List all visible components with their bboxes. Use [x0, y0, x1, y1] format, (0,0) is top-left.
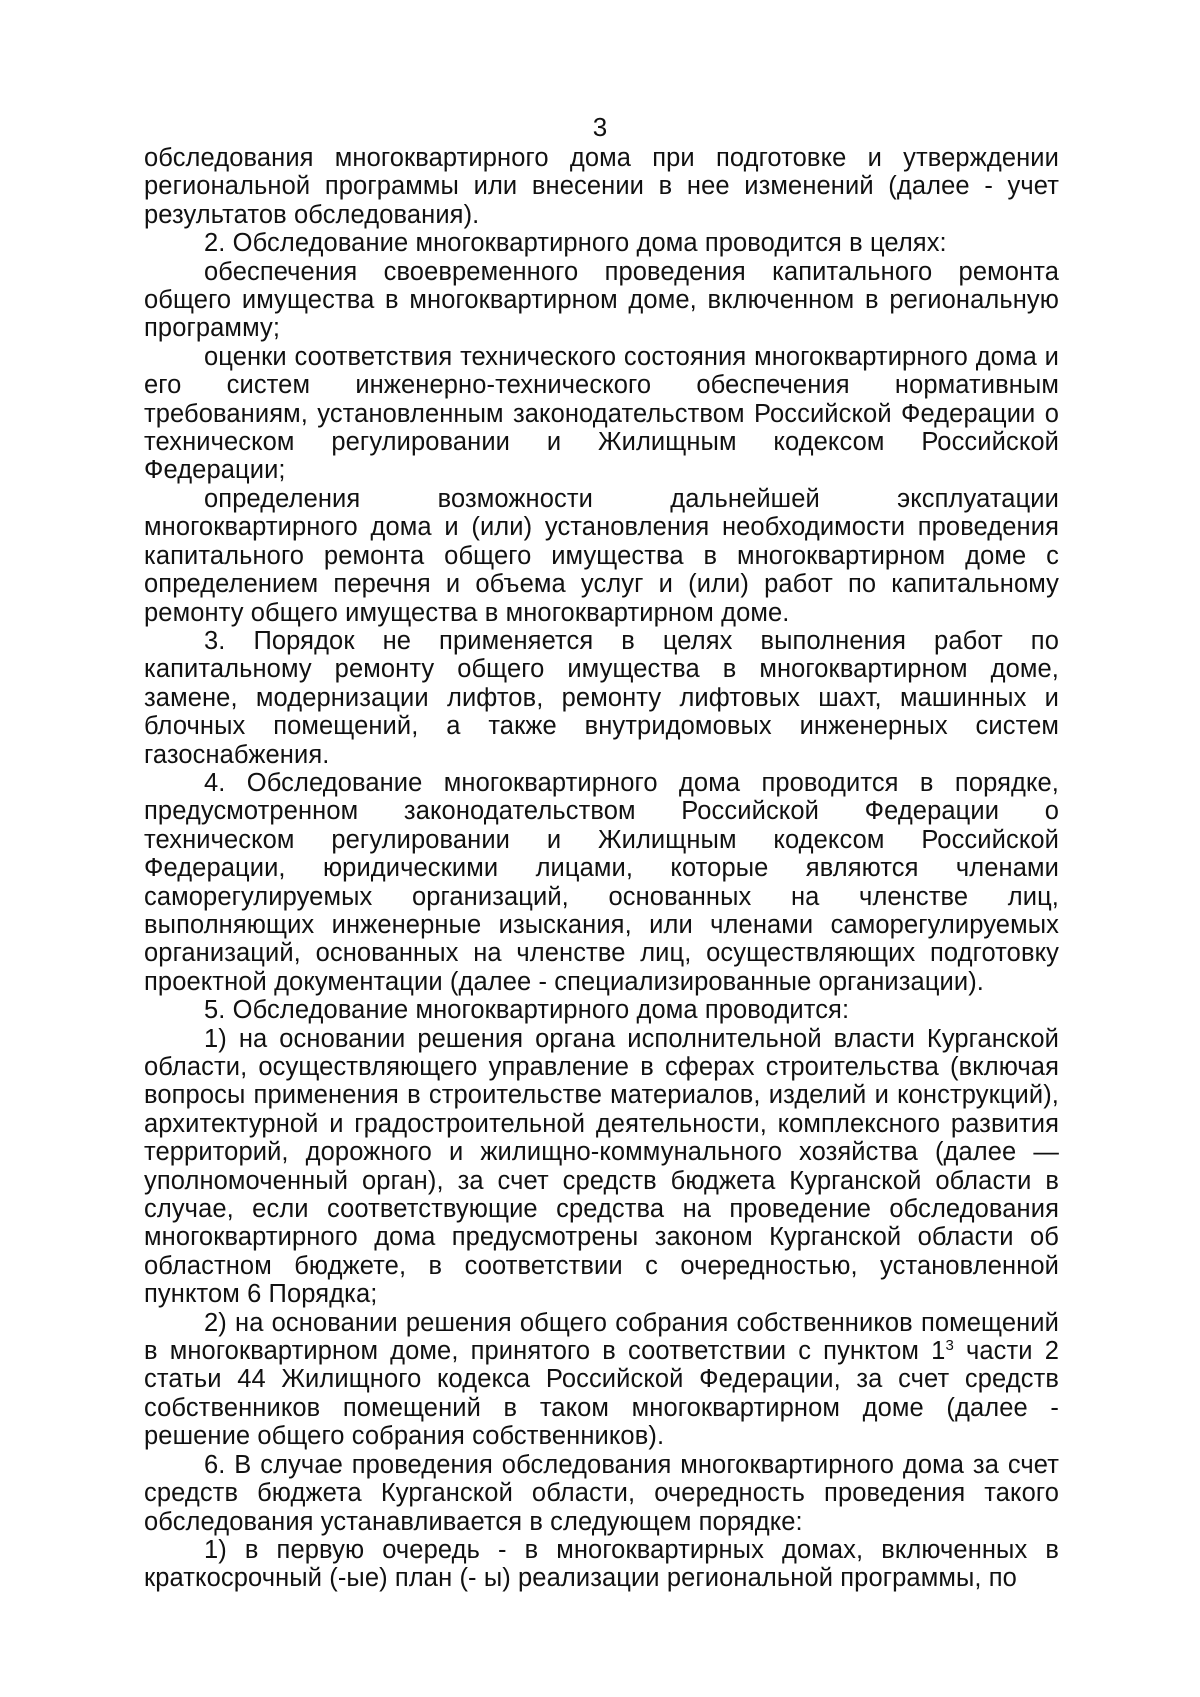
paragraph-item-2: 2. Обследование многоквартирного дома проводится в целях:: [204, 229, 947, 258]
superscript: 3: [945, 1337, 954, 1355]
paragraph-item-6: 6. В случае проведения обследования многоквартирного дома за счет средств бюджета Курганской области, очередность проведения такого обследования устанавливается в следующем порядке:: [144, 1450, 1059, 1536]
paragraph-item-3: 3. Порядок не применяется в целях выполнения работ по капитальному ремонту общего имущества в многоквартирном доме, замене, модернизации лифтов, ремонту лифтовых шахт, машинных и блочных помещений, а также внутридомовых инженерных систем газоснабжения.: [144, 626, 1059, 769]
document-body: [144, 144, 1059, 1593]
paragraph-item-5: 5. Обследование многоквартирного дома проводится:: [204, 996, 850, 1025]
paragraph-item-5-2: [144, 1309, 1059, 1451]
paragraph-goal-3: определения возможности дальнейшей эксплуатации многоквартирного дома и (или) установления необходимости проведения капитального ремонта общего имущества в многоквартирном доме с определением перечня и объема услуг и (или) работ по капитальному ремонту общего имущества в многоквартирном доме.: [144, 484, 1059, 627]
paragraph-item-4: 4. Обследование многоквартирного дома проводится в порядке, предусмотренном законодательством Российской Федерации о техническом регулировании и Жилищным кодексом Российской Федерации, юридическими лицами, которые являются членами саморегулируемых организаций, основанных на членстве лиц, выполняющих инженерные изыскания, или членами саморегулируемых организаций, основанных на членстве лиц, осуществляющих подготовку проектной документации (далее - специализированные организации).: [144, 768, 1059, 996]
paragraph-item-5-1: 1) на основании решения органа исполнительной власти Курганской области, осуществляющего управление в сферах строительства (включая вопросы применения в строительстве материалов, изделий и конструкций), архитектурной и градостроительной деятельности, комплексного развития территорий, дорожного и жилищно-коммунального хозяйства (далее — уполномоченный орган), за счет средств бюджета Курганской области в случае, если соответствующие средства на проведение обследования многоквартирного дома предусмотрены законом Курганской области об областном бюджете, в соответствии с очередностью, установленной пунктом 6 Порядка;: [144, 1024, 1059, 1309]
paragraph-item-6-1: 1) в первую очередь - в многоквартирных домах, включенных в краткосрочный (-ые) план (- ы) реализации региональной программы, по: [144, 1535, 1059, 1593]
paragraph-continuation: обследования многоквартирного дома при подготовке и утверждении региональной программы или внесении в нее изменений (далее - учет результатов обследования).: [144, 144, 1059, 229]
paragraph-goal-1: обеспечения своевременного проведения капитального ремонта общего имущества в многоквартирном доме, включенном в региональную программу;: [144, 257, 1059, 343]
page-number: 3: [592, 112, 608, 142]
paragraph-goal-2: оценки соответствия технического состояния многоквартирного дома и его систем инженерно-технического обеспечения нормативным требованиям, установленным законодательством Российской Федерации о техническом регулировании и Жилищным кодексом Российской Федерации;: [144, 342, 1059, 485]
paragraph-item-5-2-before: 2) на основании решения общего собрания собственников помещений в многоквартирном доме, принятого в соответствии с пунктом 1: [144, 1308, 1059, 1366]
paragraph-item-5-2-after: части 2 статьи 44 Жилищного кодекса Российской Федерации, за счет средств собственников помещений в таком многоквартирном доме (далее - решение общего собрания собственников).: [144, 1337, 1059, 1451]
